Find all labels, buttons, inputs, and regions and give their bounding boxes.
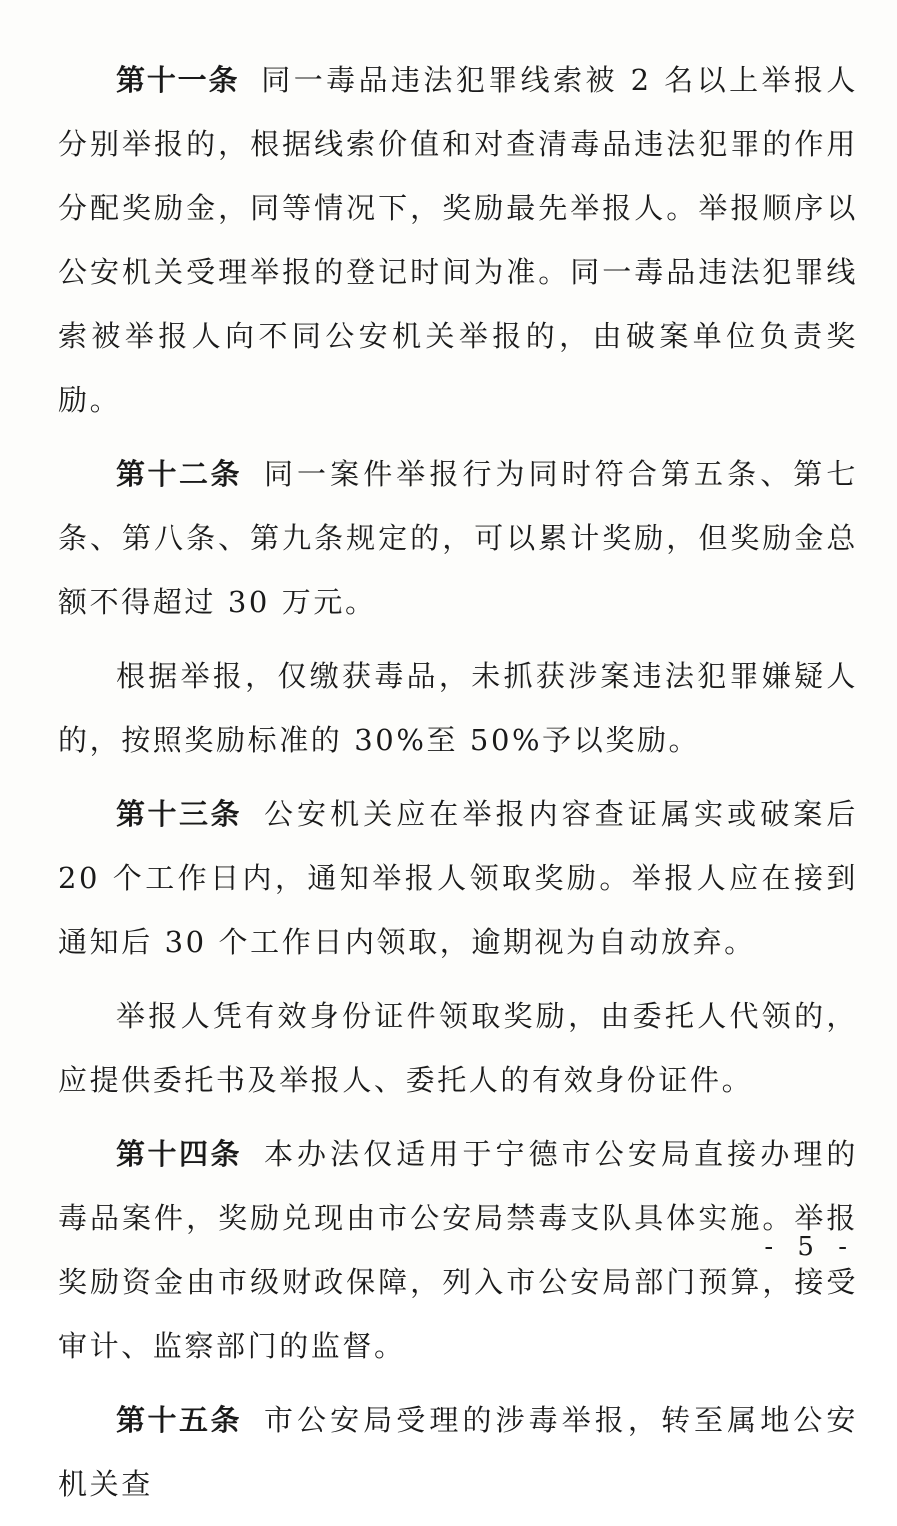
page-number: - 5 - [764,1232,855,1262]
article-14-paragraph [58,1122,858,1378]
document-body [58,48,858,1526]
article-12-continuation-text: 根据举报，仅缴获毒品，未抓获涉案违法犯罪嫌疑人的，按照奖励标准的 30%至 50%予以奖励。 [58,659,858,757]
article-11-text: 同一毒品违法犯罪线索被 2 名以上举报人分别举报的，根据线索价值和对查清毒品违法犯罪的作用分配奖励金，同等情况下，奖励最先举报人。举报顺序以公安机关受理举报的登记时间为准。同一毒品违法犯罪线索被举报人向不同公安机关举报的，由破案单位负责奖励。 [58,63,858,417]
article-11-heading: 第十一条 [116,63,240,97]
article-12-paragraph [58,442,858,634]
article-12-text: 同一案件举报行为同时符合第五条、第七条、第八条、第九条规定的，可以累计奖励，但奖励金总额不得超过 30 万元。 [58,457,858,619]
article-13-continuation-paragraph [58,984,858,1112]
article-15-heading: 第十五条 [116,1403,242,1437]
article-13-text: 公安机关应在举报内容查证属实或破案后 20 个工作日内，通知举报人领取奖励。举报人应在接到通知后 30 个工作日内领取，逾期视为自动放弃。 [58,797,858,959]
article-15-text: 市公安局受理的涉毒举报，转至属地公安机关查 [58,1403,858,1501]
article-15-paragraph [58,1388,858,1516]
article-12-continuation-paragraph [58,644,858,772]
article-14-heading: 第十四条 [116,1137,242,1171]
article-14-text: 本办法仅适用于宁德市公安局直接办理的毒品案件，奖励兑现由市公安局禁毒支队具体实施。举报奖励资金由市级财政保障，列入市公安局部门预算，接受审计、监察部门的监督。 [58,1137,858,1363]
article-12-heading: 第十二条 [116,457,242,491]
article-11-paragraph [58,48,858,432]
article-13-paragraph [58,782,858,974]
article-13-continuation-text: 举报人凭有效身份证件领取奖励，由委托人代领的，应提供委托书及举报人、委托人的有效身份证件。 [58,999,858,1097]
article-13-heading: 第十三条 [116,797,242,831]
